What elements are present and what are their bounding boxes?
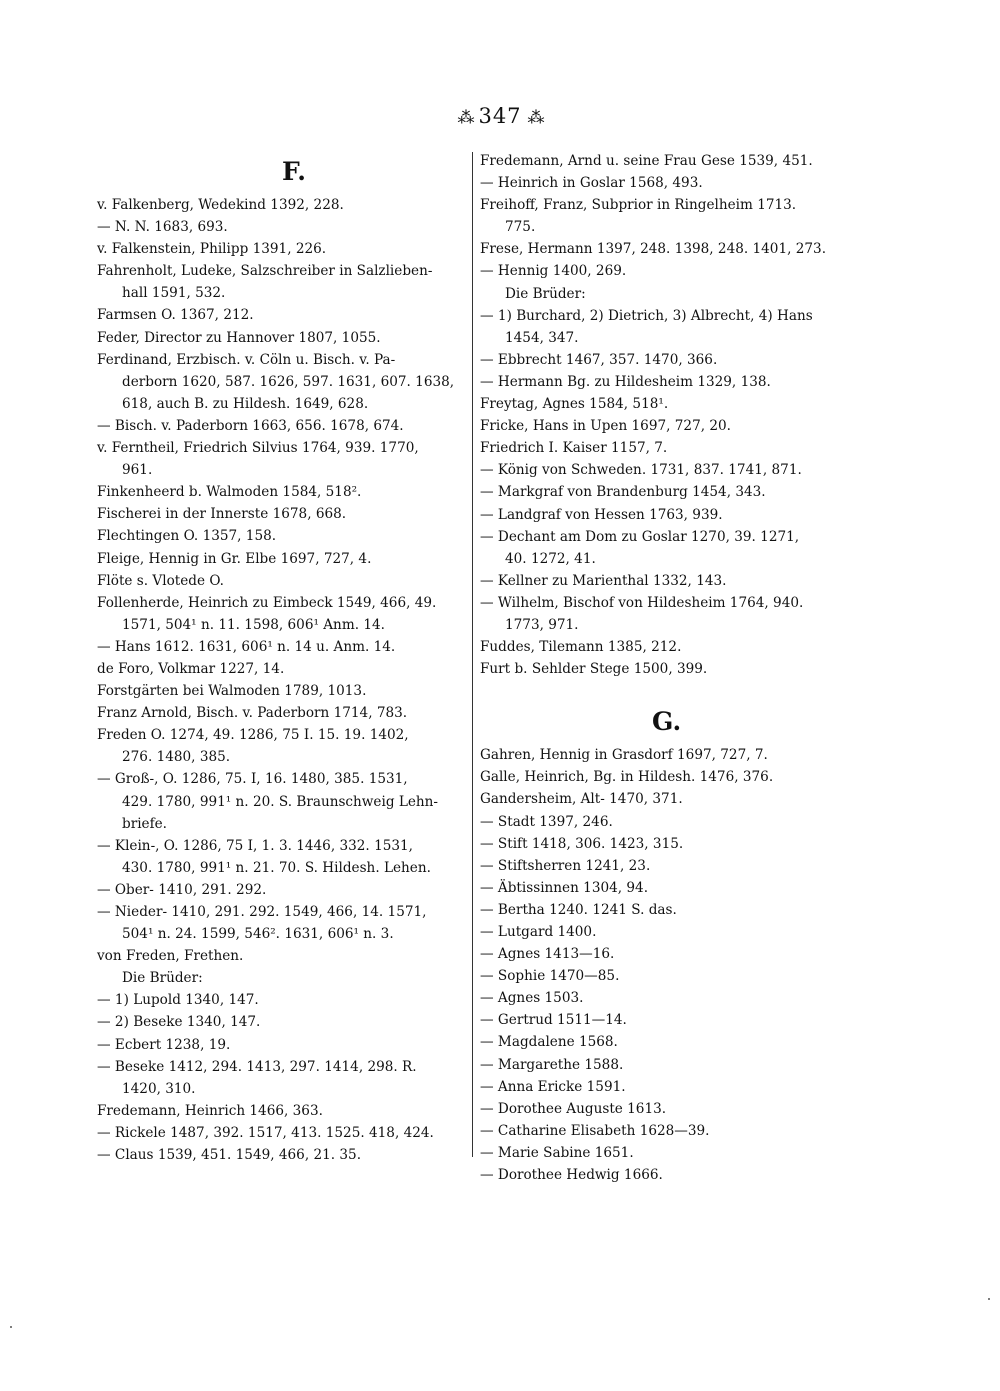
- index-entry: — Lutgard 1400.: [480, 924, 597, 940]
- index-entry-continuation: 1454, 347.: [505, 329, 579, 346]
- index-entry-continuation: briefe.: [122, 815, 167, 832]
- index-entry: — N. N. 1683, 693.: [97, 219, 228, 236]
- index-entry: v. Ferntheil, Friedrich Silvius 1764, 939. 1770,: [97, 440, 419, 457]
- index-entry: — Gertrud 1511—14.: [480, 1012, 627, 1029]
- index-entry: — Ecbert 1238, 19.: [97, 1036, 231, 1053]
- index-entry: Freytag, Agnes 1584, 518¹.: [480, 396, 669, 413]
- index-entry: de Foro, Volkmar 1227, 14.: [97, 660, 285, 677]
- index-entry: — Agnes 1413—16.: [480, 946, 615, 963]
- index-entry: — Hermann Bg. zu Hildesheim 1329, 138.: [480, 373, 771, 390]
- index-entry: Gahren, Hennig in Grasdorf 1697, 727, 7.: [480, 747, 768, 764]
- index-entry: Fredemann, Heinrich 1466, 363.: [97, 1102, 323, 1119]
- index-entry-continuation: 276. 1480, 385.: [122, 749, 231, 766]
- index-entry: — Catharine Elisabeth 1628—39.: [480, 1122, 710, 1139]
- index-entry-continuation: hall 1591, 532.: [122, 285, 226, 302]
- scan-speck: [10, 1326, 12, 1328]
- index-entry: Feder, Director zu Hannover 1807, 1055.: [97, 329, 381, 346]
- right-column: [480, 150, 858, 1186]
- index-entry: — Nieder- 1410, 291. 292. 1549, 466, 14. 1571,: [97, 904, 427, 920]
- index-entry-continuation: 1420, 310.: [122, 1080, 196, 1097]
- index-entry: Fleige, Hennig in Gr. Elbe 1697, 727, 4.: [97, 550, 372, 567]
- section-letter-g: G.: [652, 707, 682, 737]
- left-column: [97, 150, 467, 1166]
- index-entry: — Claus 1539, 451. 1549, 466, 21. 35.: [97, 1147, 362, 1164]
- index-entry: — König von Schweden. 1731, 837. 1741, 871.: [480, 462, 802, 479]
- index-entry: — Stiftsherren 1241, 23.: [480, 857, 651, 874]
- index-entry: Flechtingen O. 1357, 158.: [97, 528, 277, 545]
- index-entry: Fredemann, Arnd u. seine Frau Gese 1539, 451.: [480, 153, 813, 169]
- index-entry-continuation: 430. 1780, 991¹ n. 21. 70. S. Hildesh. Lehen.: [122, 859, 431, 876]
- index-entry: — Beseke 1412, 294. 1413, 297. 1414, 298. R.: [97, 1058, 417, 1075]
- index-entry: Gandersheim, Alt- 1470, 371.: [480, 791, 683, 808]
- index-entry: — Hans 1612. 1631, 606¹ n. 14 u. Anm. 14.: [97, 638, 396, 655]
- index-entry: — Stadt 1397, 246.: [480, 813, 613, 830]
- index-entry-continuation: 429. 1780, 991¹ n. 20. S. Braunschweig Lehn-: [122, 793, 439, 810]
- index-entry: — Sophie 1470—85.: [480, 968, 620, 985]
- index-entry: — Landgraf von Hessen 1763, 939.: [480, 506, 723, 523]
- page-number: 347: [478, 104, 522, 128]
- index-entry: Fuddes, Tilemann 1385, 212.: [480, 639, 682, 656]
- index-entry-continuation: 1571, 504¹ n. 11. 1598, 606¹ Anm. 14.: [122, 616, 385, 633]
- index-entry: — Markgraf von Brandenburg 1454, 343.: [480, 484, 766, 501]
- index-entry: — Bisch. v. Paderborn 1663, 656. 1678, 674.: [97, 417, 404, 434]
- index-entry: Friedrich I. Kaiser 1157, 7.: [480, 440, 668, 457]
- index-entry-continuation: 40. 1272, 41.: [505, 550, 596, 567]
- index-entry: Ferdinand, Erzbisch. v. Cöln u. Bisch. v. Pa-: [97, 351, 396, 368]
- index-entry-continuation: 1773, 971.: [505, 616, 579, 633]
- index-entry: Freden O. 1274, 49. 1286, 75 I. 15. 19. 1402,: [97, 727, 409, 744]
- column-divider: [472, 152, 473, 1157]
- index-entry: Frese, Hermann 1397, 248. 1398, 248. 1401, 273.: [480, 241, 827, 258]
- index-entry: — 2) Beseke 1340, 147.: [97, 1014, 261, 1031]
- index-entry: Fahrenholt, Ludeke, Salzschreiber in Salzlieben-: [97, 263, 433, 280]
- index-entry-continuation: 961.: [122, 462, 153, 479]
- index-entry-continuation: 618, auch B. zu Hildesh. 1649, 628.: [122, 395, 369, 412]
- index-entry-continuation: derborn 1620, 587. 1626, 597. 1631, 607. 1638,: [122, 373, 455, 390]
- index-entry: — Agnes 1503.: [480, 990, 584, 1007]
- index-entry: — 1) Burchard, 2) Dietrich, 3) Albrecht, 4) Hans: [480, 307, 813, 324]
- index-entry: — Magdalene 1568.: [480, 1034, 618, 1051]
- index-entry: — Heinrich in Goslar 1568, 493.: [480, 175, 703, 192]
- index-entry: Follenherde, Heinrich zu Eimbeck 1549, 466, 49.: [97, 594, 437, 611]
- index-entry: — Groß-, O. 1286, 75. I, 16. 1480, 385. 1531,: [97, 771, 408, 788]
- index-subheading: Die Brüder:: [122, 970, 203, 987]
- index-entry: Freihoff, Franz, Subprior in Ringelheim 1713.: [480, 197, 797, 214]
- index-entry: Finkenheerd b. Walmoden 1584, 518².: [97, 484, 362, 501]
- index-entry: Flöte s. Vlotede O.: [97, 572, 225, 589]
- index-entry: von Freden, Frethen.: [97, 948, 244, 965]
- index-entry: Farmsen O. 1367, 212.: [97, 307, 254, 324]
- left-ornament: ⁂: [457, 108, 473, 128]
- index-entry: — 1) Lupold 1340, 147.: [97, 992, 259, 1009]
- index-entry: Franz Arnold, Bisch. v. Paderborn 1714, 783.: [97, 705, 408, 722]
- index-entry: Galle, Heinrich, Bg. in Hildesh. 1476, 376.: [480, 769, 774, 786]
- index-entry: — Dorothee Auguste 1613.: [480, 1100, 667, 1117]
- index-entry: — Ober- 1410, 291. 292.: [97, 881, 267, 898]
- index-entry: — Wilhelm, Bischof von Hildesheim 1764, 940.: [480, 594, 804, 611]
- index-entry: — Margarethe 1588.: [480, 1056, 624, 1073]
- index-entry: Fricke, Hans in Upen 1697, 727, 20.: [480, 418, 731, 435]
- index-entry: — Ebbrecht 1467, 357. 1470, 366.: [480, 351, 718, 368]
- index-subheading: Die Brüder:: [505, 285, 586, 302]
- index-entry: — Kellner zu Marienthal 1332, 143.: [480, 572, 727, 589]
- index-entry: — Hennig 1400, 269.: [480, 263, 627, 280]
- index-entry: — Bertha 1240. 1241 S. das.: [480, 901, 677, 918]
- index-entry: Furt b. Sehlder Stege 1500, 399.: [480, 661, 708, 678]
- index-entry: v. Falkenstein, Philipp 1391, 226.: [97, 241, 327, 258]
- index-entry-continuation: 504¹ n. 24. 1599, 546². 1631, 606¹ n. 3.: [122, 926, 394, 943]
- section-letter-f: F.: [282, 157, 306, 186]
- index-entry: — Marie Sabine 1651.: [480, 1144, 634, 1161]
- index-entry-continuation: 775.: [505, 219, 536, 236]
- index-entry: — Klein-, O. 1286, 75 I, 1. 3. 1446, 332. 1531,: [97, 837, 413, 854]
- index-entry: — Rickele 1487, 392. 1517, 413. 1525. 418, 424.: [97, 1124, 434, 1141]
- index-entry: Fischerei in der Innerste 1678, 668.: [97, 506, 347, 523]
- index-entry: — Äbtissinnen 1304, 94.: [480, 879, 649, 896]
- scan-speck: [988, 1298, 990, 1300]
- index-entry: — Dorothee Hedwig 1666.: [480, 1167, 663, 1184]
- page-header: [0, 104, 1000, 128]
- index-entry: — Stift 1418, 306. 1423, 315.: [480, 835, 684, 852]
- right-ornament: ⁂: [527, 108, 543, 128]
- index-entry: v. Falkenberg, Wedekind 1392, 228.: [97, 197, 344, 213]
- index-entry: Forstgärten bei Walmoden 1789, 1013.: [97, 683, 367, 700]
- index-entry: — Anna Ericke 1591.: [480, 1078, 626, 1095]
- index-entry: — Dechant am Dom zu Goslar 1270, 39. 1271,: [480, 528, 800, 545]
- section-spacer: [480, 680, 858, 700]
